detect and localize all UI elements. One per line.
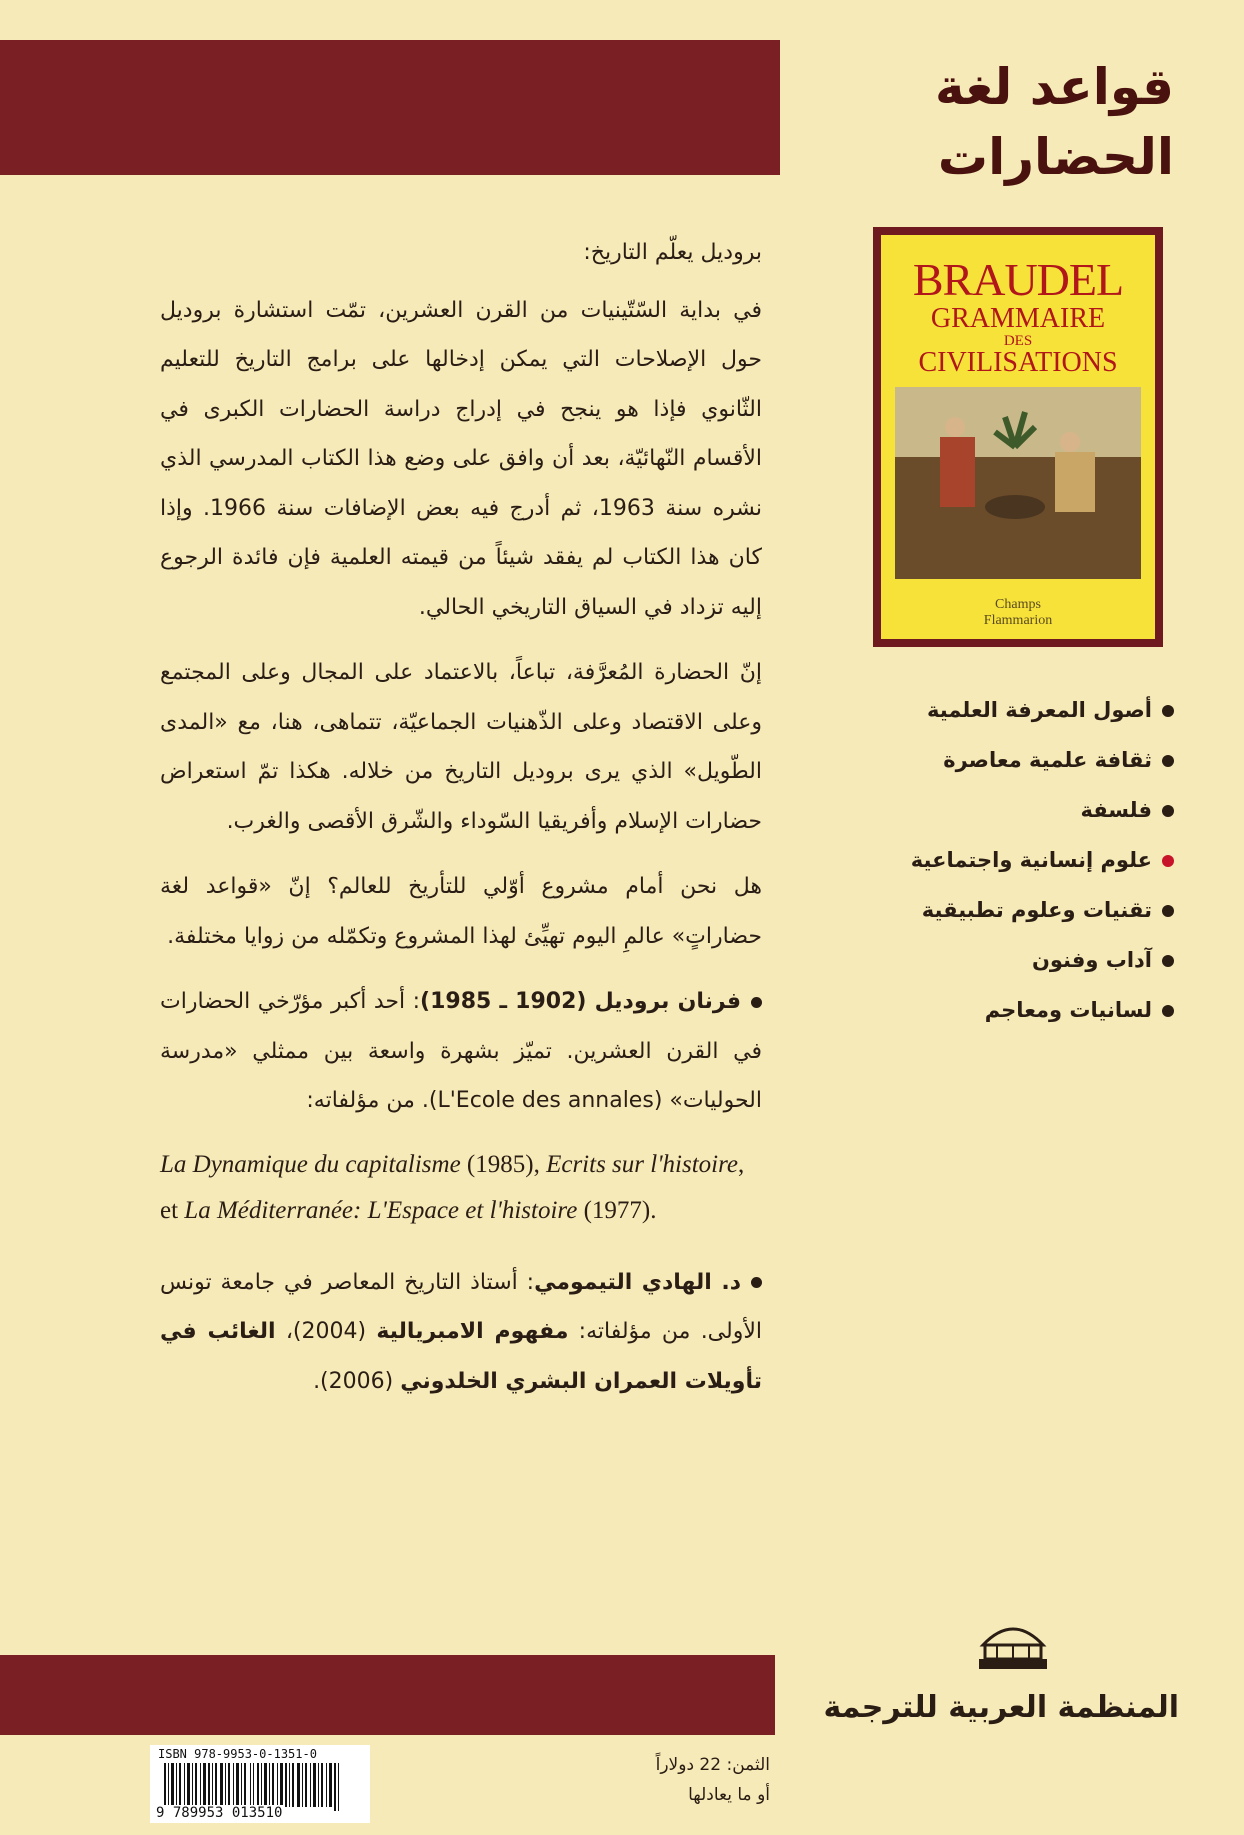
cover-publisher-line2: Flammarion xyxy=(983,613,1053,628)
cover-publisher-line1: Champs xyxy=(995,597,1041,612)
book-title xyxy=(844,52,1174,192)
translator-bio-text3: (2006). xyxy=(313,1368,401,1394)
translator-bio-text2: (2004)، xyxy=(275,1319,377,1344)
blurb-paragraph-2: إنّ الحضارة المُعرَّفة، تباعاً، بالاعتماد على المجال وعلى المجتمع وعلى الاقتصاد وعلى الذّهنيات الجماعيّة، تتماهى، هنا، مع «المدى الطّويل» الذي يرى بروديل التاريخ من خلاله. هكذا تمّ استعراض حضارات الإسلام وأفريقيا السّوداء والشّرق الأقصى والغرب. xyxy=(160,660,762,834)
translator-bio-text1: : أستاذ التاريخ المعاصر في جامعة تونس الأولى. من مؤلفاته: xyxy=(160,1269,763,1344)
bullet-icon xyxy=(751,997,762,1008)
translator-book-2: الغائب في تأويلات العمران البشري الخلدوني xyxy=(160,1319,762,1394)
publisher-logo-icon xyxy=(975,1615,1051,1675)
cover-title-line3: CIVILISATIONS xyxy=(918,347,1118,378)
category-item xyxy=(854,735,1174,785)
category-label: آداب وفنون xyxy=(1031,948,1152,972)
blurb-paragraph-3: هل نحن أمام مشروع أوّلي للتأريخ للعالم؟ إنّ «قواعد لغة حضاراتٍ» عالمِ اليوم تهيِّئ لهذا المشروع وتكمّله من زوايا مختلفة. xyxy=(160,874,762,949)
category-item xyxy=(854,835,1174,885)
translator-book-1: مفهوم الامبريالية xyxy=(376,1319,569,1344)
work-title-1: La Dynamique du capitalisme xyxy=(160,1150,461,1178)
author-bio-text: : أحد أكبر مؤرّخي الحضارات في القرن العشرين. تميّز بشهرة واسعة بين ممثلي «مدرسة الحوليات» (L'Ecole des annales). من مؤلفاته: xyxy=(160,989,762,1113)
bullet-icon xyxy=(1162,955,1174,967)
barcode xyxy=(150,1745,370,1823)
bullet-icon xyxy=(1162,1005,1174,1017)
category-label: لسانيات ومعاجم xyxy=(984,998,1152,1022)
price-info xyxy=(570,1750,770,1810)
cover-author: BRAUDEL xyxy=(912,254,1124,305)
work-title-2: Ecrits sur l'histoire xyxy=(546,1150,739,1178)
category-label: ثقافة علمية معاصرة xyxy=(943,748,1152,772)
painting-illustration xyxy=(895,387,1141,579)
bullet-icon-highlighted xyxy=(1162,855,1174,867)
category-label: أصول المعرفة العلمية xyxy=(927,698,1152,722)
top-color-band xyxy=(0,40,780,175)
work-year-2: (1977). xyxy=(577,1196,657,1224)
cover-title-line2: DES xyxy=(1003,333,1033,349)
category-label: علوم إنسانية واجتماعية xyxy=(910,848,1152,872)
publisher-name: المنظمة العربية للترجمة xyxy=(823,1690,1179,1725)
work-year-1: (1985), xyxy=(460,1150,547,1178)
price-line1: الثمن: 22 دولاراً xyxy=(655,1755,770,1775)
cover-thumbnail xyxy=(873,227,1163,647)
category-item xyxy=(854,885,1174,935)
blurb-body xyxy=(160,228,762,1422)
blurb-paragraph-1: في بداية السّتّينيات من القرن العشرين، تمّت استشارة بروديل حول الإصلاحات التي يمكن إدخالها على برامج التاريخ للتعليم الثّانوي فإذا هو ينجح في إدراج دراسة الحضارات الكبرى في الأقسام النّهائيّة، بعد أن وافق على وضع هذا الكتاب المدرسي الذي نشره سنة 1963، ثم أدرج فيه بعض الإضافات سنة 1966. وإذا كان هذا الكتاب لم يفقد شيئاً من قيمته العلمية فإن فائدة الرجوع إليه تزداد في السياق التاريخي الحالي. xyxy=(160,297,762,620)
translator-name: د. الهادي التيمومي xyxy=(534,1269,741,1295)
book-title-line2: الحضارات xyxy=(937,128,1174,186)
bullet-icon xyxy=(1162,705,1174,717)
category-item xyxy=(854,985,1174,1035)
bottom-color-band xyxy=(0,1655,775,1735)
translator-bio xyxy=(160,1258,762,1407)
bullet-icon xyxy=(1162,905,1174,917)
cover-title-line1: GRAMMAIRE xyxy=(930,303,1106,334)
bullet-icon xyxy=(751,1277,762,1288)
work-title-3: La Méditerranée: L'Espace et l'histoire xyxy=(184,1196,578,1224)
work-separator: , et xyxy=(160,1150,745,1224)
bullet-icon xyxy=(1162,755,1174,767)
author-name: فرنان بروديل (1902 ـ 1985) xyxy=(420,989,741,1014)
category-item xyxy=(854,685,1174,735)
category-label: تقنيات وعلوم تطبيقية xyxy=(921,898,1152,922)
author-works xyxy=(160,1142,762,1234)
category-item xyxy=(854,935,1174,985)
series-category-list xyxy=(854,685,1174,1035)
cover-inner xyxy=(881,235,1155,639)
blurb-subheading: بروديل يعلّم التاريخ: xyxy=(583,240,762,265)
cover-painting xyxy=(895,387,1141,579)
category-item xyxy=(854,785,1174,835)
barcode-number: 9 789953 013510 xyxy=(156,1805,283,1821)
category-label: فلسفة xyxy=(1080,798,1152,822)
price-line2: أو ما يعادلها xyxy=(688,1785,770,1805)
isbn-label: ISBN 978-9953-0-1351-0 xyxy=(158,1747,317,1761)
book-title-line1: قواعد لغة xyxy=(935,58,1174,116)
author-bio xyxy=(160,977,762,1126)
bullet-icon xyxy=(1162,805,1174,817)
